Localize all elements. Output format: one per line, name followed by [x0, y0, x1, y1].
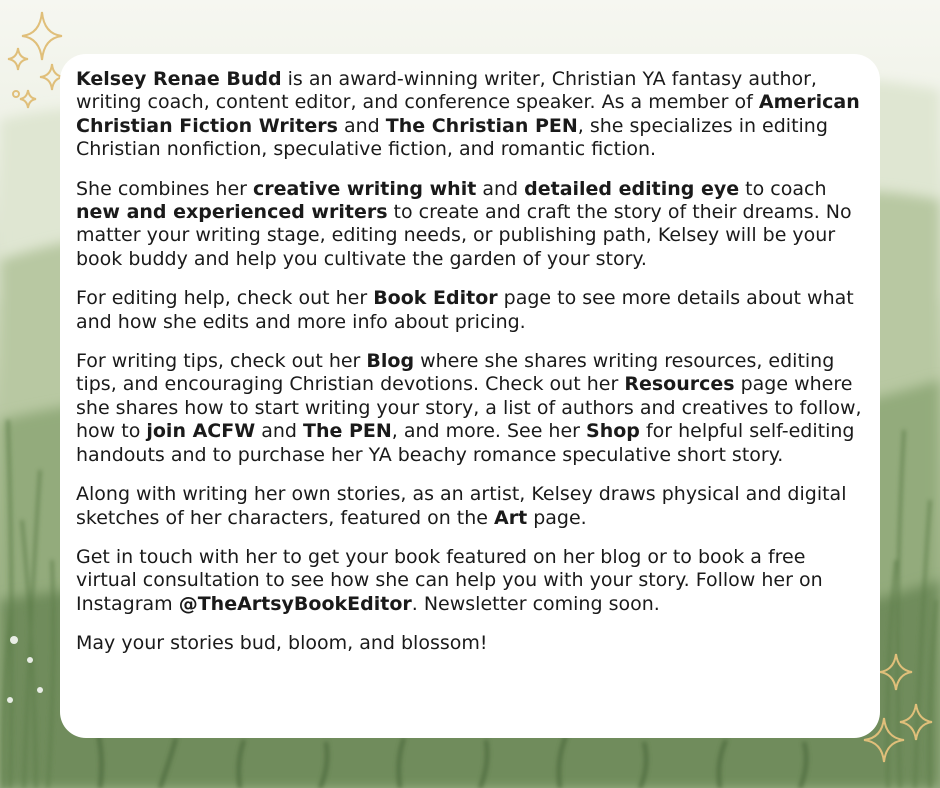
bio-paragraph — [76, 483, 864, 530]
body-text: page to see more details about what and how she edits and more info about pricing. — [76, 287, 854, 333]
bold-text: detailed editing eye — [524, 177, 740, 200]
bio-paragraph — [76, 546, 864, 616]
bold-text: Kelsey Renae Budd — [76, 68, 282, 90]
bio-paragraph — [76, 68, 864, 162]
bold-text: Art — [494, 506, 528, 529]
body-text: where she shares writing resources, editing tips, and encouraging Christian devotions. Check out her — [76, 350, 835, 396]
body-text: and — [476, 177, 525, 200]
bold-text: Blog — [366, 350, 415, 373]
bold-text: join ACFW — [146, 420, 256, 443]
body-text: She combines her — [76, 177, 254, 200]
bold-text: The PEN — [303, 420, 392, 443]
body-text: page where she shares how to start writing your story, a list of authors and creatives to follow, how to — [76, 373, 862, 443]
body-text: For writing tips, check out her — [76, 350, 367, 373]
bold-text: Book Editor — [373, 287, 498, 310]
bold-text: new and experienced writers — [76, 201, 388, 224]
bold-text: Resources — [624, 373, 735, 396]
bold-text: Shop — [586, 420, 640, 443]
body-text: to coach — [739, 177, 827, 200]
body-text: , and more. See her — [391, 420, 587, 443]
body-text: is an award-winning writer, Christian YA fantasy author, writing coach, content editor, and conference speaker. As a member of — [76, 68, 817, 114]
body-text: and — [255, 420, 303, 443]
bio-paragraph — [76, 178, 864, 272]
bold-text: American Christian Fiction Writers — [76, 91, 860, 137]
bio-paragraph — [76, 350, 864, 467]
body-text: to create and craft the story of their dreams. No matter your writing stage, editing needs, or publishing path, Kelsey will be your book buddy and help you cultivate the garden of your story. — [76, 201, 852, 270]
body-text: Along with writing her own stories, as an artist, Kelsey draws physical and digital sketches of her characters, featured on the — [76, 483, 847, 529]
body-text: page. — [527, 506, 587, 529]
body-text: For editing help, check out her — [76, 287, 374, 310]
body-text: for helpful self-editing handouts and to purchase her YA beachy romance speculative short story. — [76, 420, 855, 466]
bold-text: @TheArtsyBookEditor — [178, 592, 412, 615]
body-text: Get in touch with her to get your book featured on her blog or to book a free virtual consultation to see how she can help you with your story. Follow her on Instagram — [76, 545, 823, 615]
bold-text: The Christian PEN — [385, 114, 578, 137]
body-text: and — [337, 114, 386, 137]
body-text: , she specializes in editing Christian nonfiction, speculative fiction, and romantic fiction. — [76, 114, 828, 161]
bio-paragraph — [76, 632, 864, 655]
bio-paragraph — [76, 287, 864, 334]
bold-text: creative writing whit — [253, 177, 477, 200]
body-text: May your stories bud, bloom, and blossom! — [76, 632, 488, 655]
body-text: . Newsletter coming soon. — [411, 592, 660, 615]
bio-card — [60, 54, 880, 738]
